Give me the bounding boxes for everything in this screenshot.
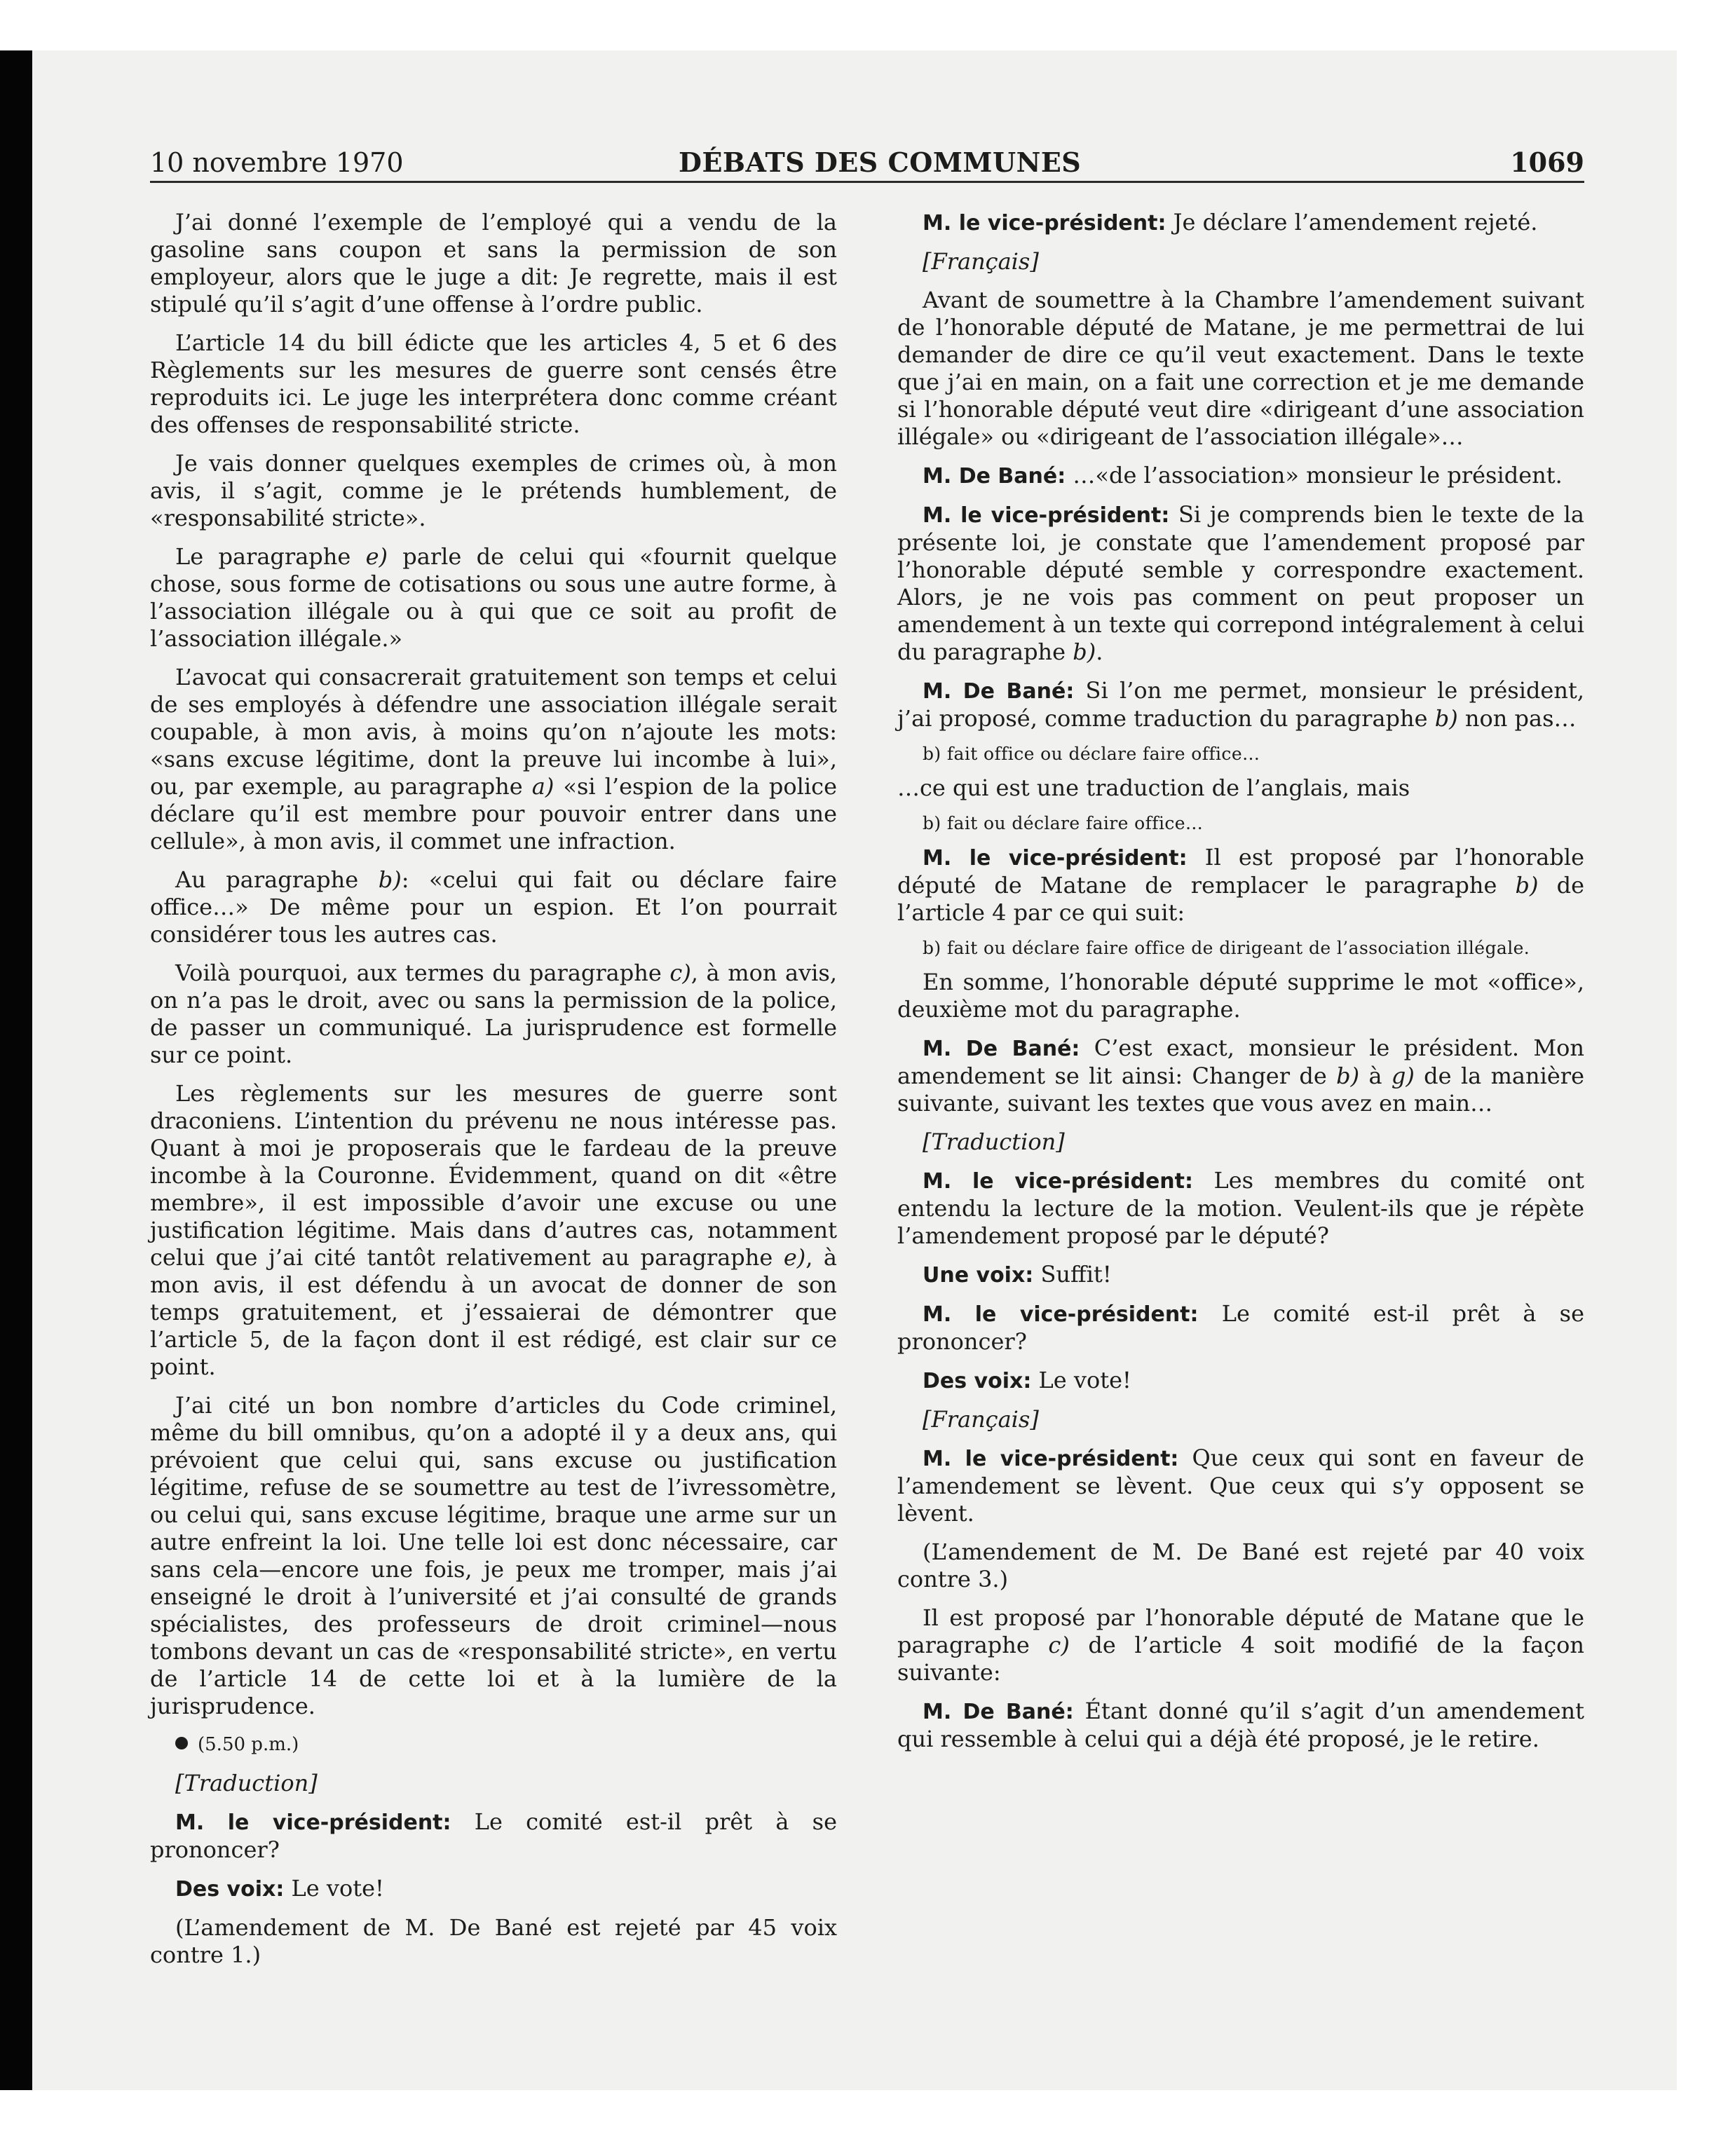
speaker-name: M. le vice-président: [923, 1447, 1179, 1471]
speaker-name: M. De Bané: [923, 1700, 1074, 1724]
speaker-name: M. le vice-président: [923, 503, 1170, 528]
speaker-name: M. le vice-président: [923, 1302, 1199, 1327]
speech: M. De Bané: Si l’on me permet, monsieur le président, j’ai proposé, comme traduction du paragraphe b) non pas… [897, 677, 1585, 732]
speech: M. De Bané: Étant donné qu’il s’agit d’un amendement qui ressemble à celui qui a déjà été proposé, je le retire. [897, 1698, 1585, 1752]
paragraph: …ce qui est une traduction de l’anglais, mais [897, 775, 1410, 801]
paragraph: En somme, l’honorable député supprime le mot «office», deuxième mot du paragraphe. [897, 969, 1584, 1023]
header-title: DÉBATS DES COMMUNES [679, 146, 1082, 178]
speaker-name: Des voix: [923, 1369, 1032, 1393]
speech: M. le vice-président: Le comité est-il prêt à se prononcer? [150, 1808, 838, 1863]
speech: M. le vice-président: Il est proposé par l’honorable député de Matane de remplacer le paragraphe b) de l’article 4 par ce qui suit: [897, 844, 1585, 926]
speech: M. De Bané: C’est exact, monsieur le président. Mon amendement se lit ainsi: Changer de b) à g) de la manière suivante, suivant les textes que vous avez en main… [897, 1035, 1585, 1117]
speaker-name: Des voix: [175, 1877, 285, 1902]
speaker-name: M. le vice-président: [175, 1810, 451, 1835]
right-column [897, 209, 1584, 1764]
paragraph: J’ai donné l’exemple de l’employé qui a vendu de la gasoline sans coupon et sans la permission de son employeur, alors que le juge a dit: Je regrette, mais il est stipulé qu’il s’agit d’une offense à l’ordre public. [150, 209, 837, 318]
speaker-name: M. le vice-président: [923, 211, 1166, 236]
vote-result: (L’amendement de M. De Bané est rejeté par 45 voix contre 1.) [150, 1914, 837, 1968]
quoted-text: b) fait office ou déclare faire office… [923, 744, 1260, 764]
speech: Des voix: Le vote! [175, 1875, 384, 1902]
paragraph: Les règlements sur les mesures de guerre sont draconiens. L’intention du prévenu ne nous intéresse pas. Quant à moi je proposerais que le fardeau de la preuve incombe à la Couronne. Évidemment, quand on dit «être membre», il est impossible d’avoir une excuse ou une justification légitime. Mais dans d’autres cas, notamment celui que j’ai cité tantôt relativement au paragraphe e), à mon avis, il est défendu à un avocat de donner de son temps gratuitement, et j’essaierai de démontrer que l’article 5, de la façon dont il est rédigé, est clair sur ce point. [150, 1080, 838, 1380]
paragraph: L’article 14 du bill édicte que les articles 4, 5 et 6 des Règlements sur les mesures de guerre sont censés être reproduits ici. Le juge les interprétera donc comme créant des offenses de responsabilité stricte. [150, 329, 837, 438]
header-date: 10 novembre 1970 [150, 147, 404, 178]
speech: M. le vice-président: Les membres du comité ont entendu la lecture de la motion. Veulent-ils que je répète l’amendement proposé par le député? [897, 1167, 1585, 1249]
language-marker: [Français] [923, 1406, 1039, 1433]
page-header [150, 98, 1584, 183]
speaker-name: M. De Bané: [923, 464, 1066, 489]
speaker-name: M. le vice-président: [923, 1169, 1194, 1194]
speech: M. le vice-président: Si je comprends bien le texte de la présente loi, je constate que l’amendement proposé par l’honorable député semble y correspondre exactement. Alors, je ne vois pas comment on peut proposer un amendement à un texte qui correpond intégralement à celui du paragraphe b). [897, 501, 1584, 665]
language-marker: [Traduction] [923, 1128, 1065, 1155]
speaker-name: Une voix: [923, 1263, 1034, 1288]
left-column [150, 209, 837, 1980]
speaker-name: M. De Bané: [923, 679, 1075, 704]
speaker-name: M. le vice-président: [923, 846, 1188, 871]
quoted-text: b) fait ou déclare faire office… [923, 813, 1204, 833]
language-marker: [Traduction] [175, 1770, 318, 1796]
quoted-text: b) fait ou déclare faire office de dirigeant de l’association illégale. [923, 938, 1530, 958]
paragraph: Le paragraphe e) parle de celui qui «fournit quelque chose, sous forme de cotisations ou sous une autre forme, à l’association illégale ou à qui que ce soit au profit de l’association illégale.» [150, 543, 837, 652]
speech: M. le vice-président: Que ceux qui sont en faveur de l’amendement se lèvent. Que ceux qui s’y opposent se lèvent. [897, 1445, 1584, 1527]
vote-result: (L’amendement de M. De Bané est rejeté par 40 voix contre 3.) [897, 1538, 1584, 1592]
paragraph: J’ai cité un bon nombre d’articles du Code criminel, même du bill omnibus, qu’on a adopté il y a deux ans, qui prévoient que celui qui, sans excuse ou justification légitime, refuse de se soumettre au test de l’ivressomètre, ou celui qui, sans excuse légitime, braque une arme sur un autre enfreint la loi. Une telle loi est donc nécessaire, car sans cela—encore une fois, je peux me tromper, mais j’ai enseigné le droit à l’université et j’ai consulté de grands spécialistes, des professeurs de droit criminel—nous tombons devant un cas de «responsabilité stricte», en vertu de l’article 14 de cette loi et à la lumière de la jurisprudence. [150, 1392, 837, 1719]
language-marker: [Français] [923, 248, 1039, 275]
paragraph: L’avocat qui consacrerait gratuitement son temps et celui de ses employés à défendre une association illégale serait coupable, à mon avis, à moins qu’on n’ajoute les mots: «sans excuse légitime, dont la preuve lui incombe à lui», ou, par exemple, au paragraphe a) «si l’espion de la police déclare qu’il est membre pour pouvoir entrer dans une cellule», à mon avis, il commet une infraction. [150, 664, 838, 854]
paragraph: Il est proposé par l’honorable député de Matane que le paragraphe c) de l’article 4 soit modifié de la façon suivante: [897, 1604, 1585, 1686]
speech: M. De Bané: …«de l’association» monsieur le président. [923, 462, 1563, 489]
speech: M. le vice-président: Le comité est-il prêt à se prononcer? [897, 1300, 1585, 1355]
bullet-dot-icon [175, 1737, 188, 1749]
header-page-number: 1069 [1510, 146, 1584, 178]
scan-edge-bar [0, 50, 32, 2090]
speech: Une voix: Suffit! [923, 1261, 1112, 1288]
timestamp: (5.50 p.m.) [150, 1731, 837, 1759]
paragraph: Au paragraphe b): «celui qui fait ou déclare faire office…» De même pour un espion. Et l’on pourrait considérer tous les autres cas. [150, 866, 837, 948]
speech: Des voix: Le vote! [923, 1367, 1131, 1393]
paragraph: Je vais donner quelques exemples de crimes où, à mon avis, il s’agit, comme je le prétends humblement, de «responsabilité stricte». [150, 450, 837, 531]
paragraph: Voilà pourquoi, aux termes du paragraphe c), à mon avis, on n’a pas le droit, avec ou sans la permission de la police, de passer un communiqué. La jurisprudence est formelle sur ce point. [150, 960, 838, 1068]
speaker-name: M. De Bané: [923, 1037, 1080, 1061]
speech: M. le vice-président: Je déclare l’amendement rejeté. [923, 209, 1538, 236]
paragraph: Avant de soumettre à la Chambre l’amendement suivant de l’honorable député de Matane, je me permettrai de lui demander de dire ce qu’il veut exactement. Dans le texte que j’ai en main, on a fait une correction et je me demande si l’honorable député veut dire «dirigeant d’une association illégale» ou «dirigeant de l’association illégale»… [897, 287, 1584, 450]
